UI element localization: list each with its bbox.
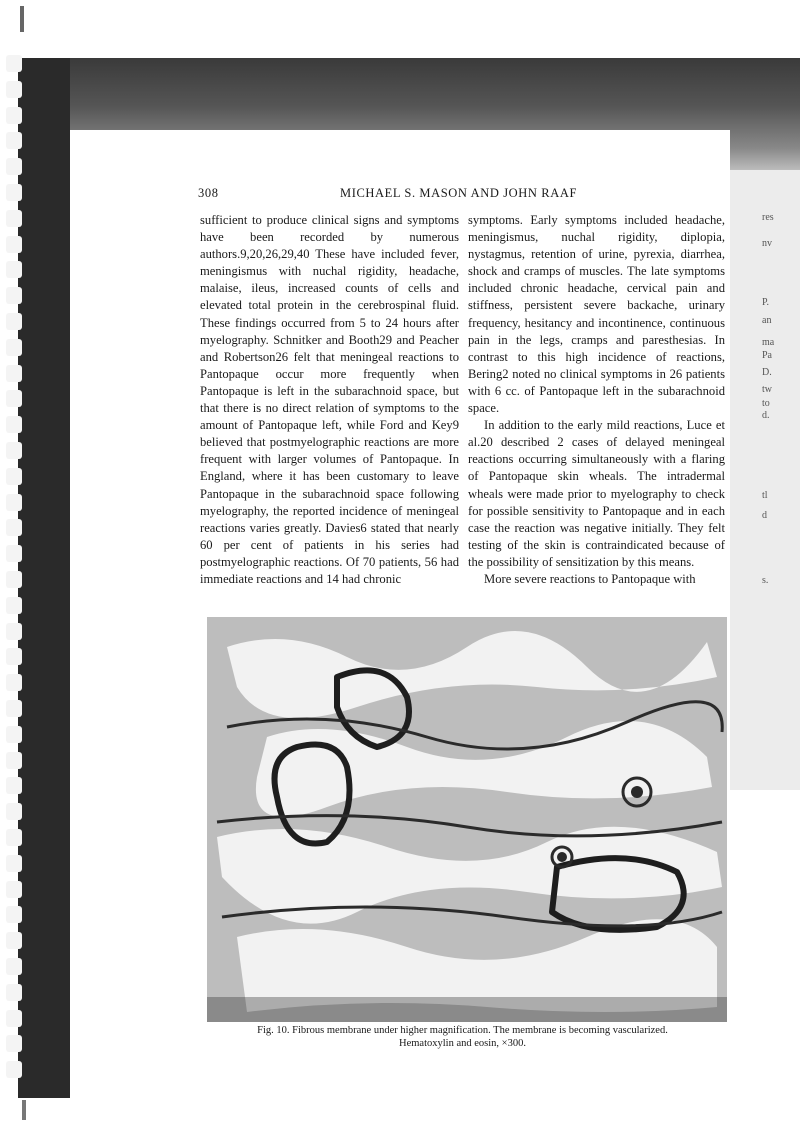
edge-fragment: an (762, 315, 772, 326)
binding-hole (6, 752, 22, 769)
paragraph: symptoms. Early symptoms included headache, meningismus, nuchal rigidity, diplopia, nystagmus, retention of urine, pyrexia, diarrhea, shock and cramps of muscles. The late symptoms included chronic headache, cervical pain and stiffness, persistent severe backache, urinary frequency, hesitancy and incontinence, continuous pain in the legs, cramps and paresthesias. In contrast to this high incidence of reactions, Bering2 noted no clinical symptoms in 26 patients with 6 cc. of Pantopaque left in the subarachnoid space. (468, 213, 725, 416)
binding-hole (6, 236, 22, 253)
binding-hole (6, 906, 22, 923)
binding-hole (6, 313, 22, 330)
binding-hole (6, 55, 22, 72)
edge-fragment: D. (762, 367, 772, 378)
edge-fragment: res (762, 212, 774, 223)
binding-hole (6, 597, 22, 614)
paragraph: More severe reactions to Pantopaque with (484, 571, 696, 586)
binding-hole (6, 881, 22, 898)
edge-fragment: tw (762, 384, 772, 395)
binding-hole (6, 958, 22, 975)
binding-hole (6, 390, 22, 407)
binding-hole (6, 726, 22, 743)
caption-line-1: Fig. 10. Fibrous membrane under higher magnification. The membrane is becoming vascularized. (257, 1025, 668, 1036)
figure-caption (200, 1024, 725, 1050)
binding-hole (6, 81, 22, 98)
binding-hole (6, 829, 22, 846)
scan-mark-bottom (22, 1100, 26, 1120)
binding-hole (6, 468, 22, 485)
binding-hole (6, 158, 22, 175)
binding-hole (6, 339, 22, 356)
binding-hole (6, 132, 22, 149)
page-number: 308 (198, 186, 219, 200)
paragraph: In addition to the early mild reactions, Luce et al.20 described 2 cases of delayed meningeal reactions occurring simultaneously with a flaring of Pantopaque skin wheals. The intradermal wheals were made prior to myelography to check for possible sensitivity to Pantopaque and in each case the reaction was negative initially. They felt testing of the skin is contraindicated because of the possibility of sensitization by this means. (468, 418, 725, 569)
binding-hole (6, 803, 22, 820)
binding-hole (6, 184, 22, 201)
edge-fragment: to (762, 398, 770, 409)
edge-fragment: tl (762, 490, 768, 501)
binding-hole (6, 571, 22, 588)
micrograph-image (207, 617, 727, 1022)
binding-hole (6, 700, 22, 717)
running-head-authors: MICHAEL S. MASON AND JOHN RAAF (340, 186, 578, 200)
edge-fragment: ma (762, 337, 775, 348)
binding-hole (6, 494, 22, 511)
caption-line-2: Hematoxylin and eosin, ×300. (399, 1038, 526, 1049)
paragraph: sufficient to produce clinical signs and symptoms have been recorded by numerous authors.9,20,26,29,40 These have included fever, meningismus with nuchal rigidity, headache, malaise, ileus, increased counts of cells and elevated total protein in the cerebrospinal fluid. These findings occurred from 5 to 24 hours after myelography. Schnitker and Booth29 and Peacher and Robertson26 felt that meningeal reactions to Pantopaque occur more frequently when Pantopaque is left in the subarachnoid space, but that there is no direct relation of symptoms to the amount of Pantopaque left, while Ford and Key9 believed that postmyelographic reactions are more frequent with larger volumes of Pantopaque. In England, where it has been customary to leave Pantopaque in the subarachnoid space following myelography, the reported incidence of meningeal reactions varies greatly. Davies6 stated that nearly 60 per cent of patients in his series had postmyelographic reactions. Of 70 patients, 56 had immediate reactions and 14 had chronic (200, 213, 459, 586)
spiral-binding (6, 55, 28, 1095)
binding-hole (6, 416, 22, 433)
edge-fragment: P. (762, 297, 769, 308)
binding-hole (6, 623, 22, 640)
edge-fragment: nv (762, 238, 772, 249)
binding-hole (6, 442, 22, 459)
edge-fragment: Pa (762, 350, 772, 361)
scan-mark-top (20, 6, 24, 32)
binding-hole (6, 519, 22, 536)
binding-hole (6, 107, 22, 124)
binding-hole (6, 210, 22, 227)
binding-hole (6, 1035, 22, 1052)
binding-hole (6, 648, 22, 665)
binding-hole (6, 545, 22, 562)
next-page-edge (730, 170, 800, 790)
binding-hole (6, 984, 22, 1001)
binding-hole (6, 674, 22, 691)
binding-hole (6, 287, 22, 304)
binding-hole (6, 1010, 22, 1027)
binding-hole (6, 777, 22, 794)
left-column (200, 212, 459, 588)
right-column (468, 212, 725, 588)
binding-hole (6, 855, 22, 872)
binding-hole (6, 365, 22, 382)
binding-hole (6, 261, 22, 278)
binding-hole (6, 1061, 22, 1078)
micrograph-figure (207, 617, 727, 1022)
edge-fragment: d. (762, 410, 770, 421)
edge-fragment: d (762, 510, 767, 521)
edge-fragment: s. (762, 575, 769, 586)
binding-hole (6, 932, 22, 949)
